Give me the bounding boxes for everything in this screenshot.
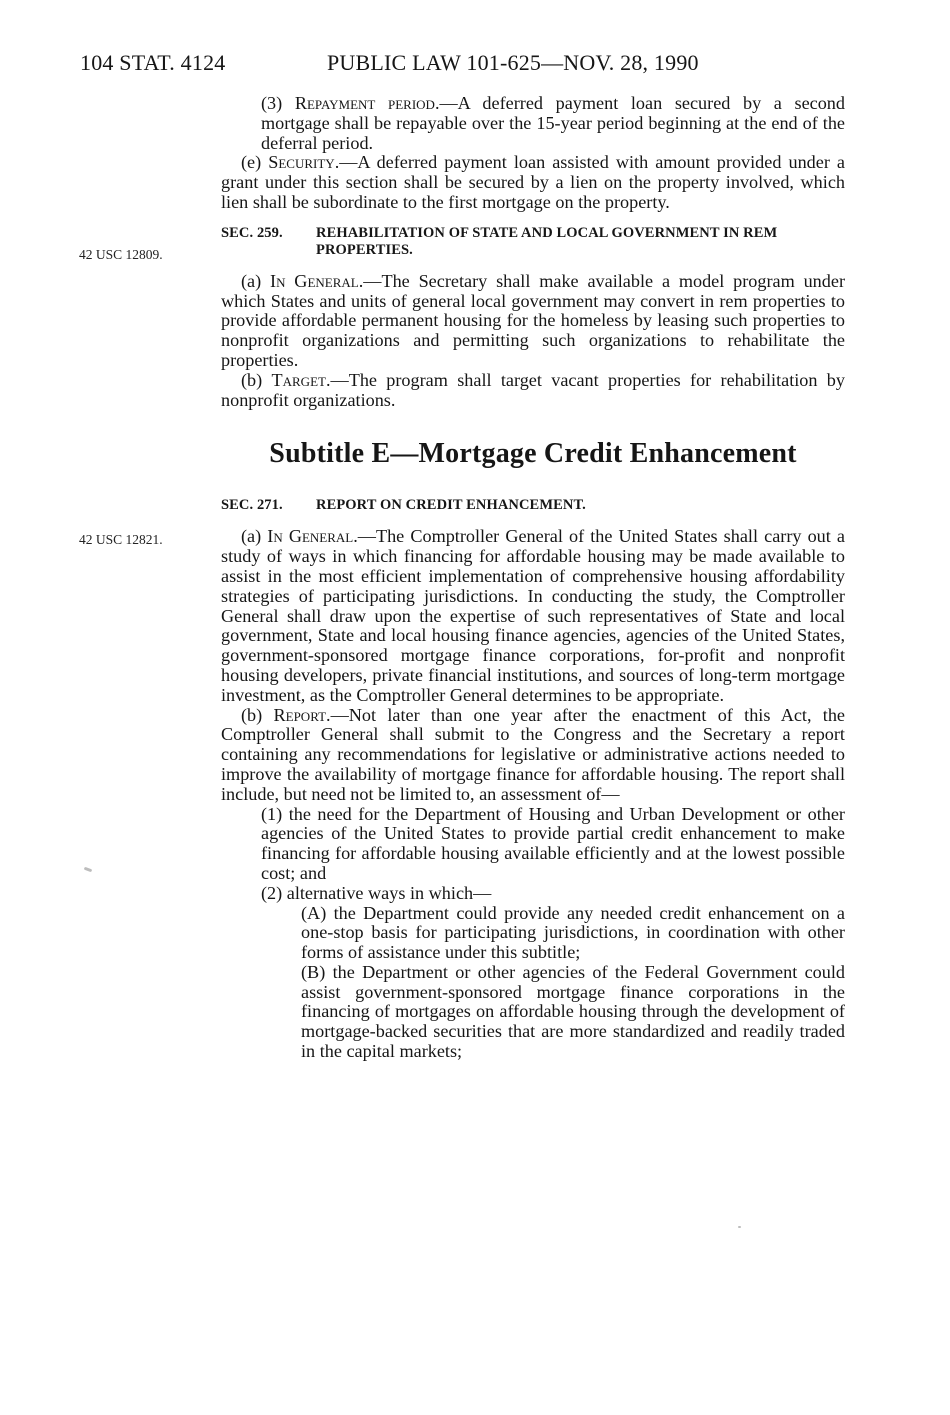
section-heading-271 — [221, 497, 845, 514]
stat-reference: 104 STAT. 4124 — [80, 50, 226, 75]
running-header — [80, 50, 760, 80]
paragraph-heading: Repayment period — [294, 93, 435, 113]
law-title: PUBLIC LAW 101-625—NOV. 28, 1990 — [327, 50, 699, 75]
list-item-2: (2) alternative ways in which— — [261, 882, 492, 903]
paragraph-heading: Security — [268, 152, 335, 173]
list-item-1: (1) the need for the Department of Housing and Urban Development or other agencies of the United States to provide partial credit enhancement to make financing for affordable housing available efficiently and at the lowest possible cost; and — [261, 803, 845, 883]
paragraph-heading: Report — [273, 704, 327, 725]
paragraph-259-a: (a) In General.—The Secretary shall make available a model program under which States and units of general local government may convert in rem properties to provide affordable permanent housing for the homeless by leasing such properties to nonprofit organizations and permitting such organizations to rehabilitate the properties. — [221, 270, 845, 370]
section-title: REHABILITATION OF STATE AND LOCAL GOVERNMENT IN REM PROPERTIES. — [316, 224, 778, 258]
section-number: SEC. 271. — [221, 497, 283, 514]
list-item-2-a: (A) the Department could provide any needed credit enhancement on a one-stop basis for participating jurisdictions, in coordination with other forms of assistance under this subtitle; — [301, 902, 845, 963]
paragraph-heading: Target — [271, 369, 326, 390]
scan-speck — [84, 867, 93, 873]
section-number: SEC. 259. — [221, 224, 283, 241]
margin-note-usc-12821: 42 USC 12821. — [79, 532, 163, 547]
body-text — [221, 94, 845, 1062]
paragraph-259-b: (b) Target.—The program shall target vacant properties for rehabilitation by nonprofit organizations. — [221, 369, 845, 410]
subtitle-heading: Subtitle E—Mortgage Credit Enhancement — [269, 438, 797, 470]
paragraph-repayment-period: (3) Repayment period.—A deferred payment loan secured by a second mortgage shall be repayable over the 15-year period beginning at the end of the deferral period. — [261, 93, 845, 153]
section-title: REPORT ON CREDIT ENHANCEMENT. — [316, 497, 586, 514]
paragraph-security: (e) Security.—A deferred payment loan assisted with amount provided under a grant under this section shall be secured by a lien on the property involved, which lien shall be subordinate to the first mortgage on the property. — [221, 152, 846, 212]
margin-note-usc-12809: 42 USC 12809. — [79, 247, 163, 262]
paragraph-heading: In General — [267, 526, 354, 547]
scan-speck — [738, 1226, 741, 1228]
section-heading-259 — [221, 225, 845, 259]
paragraph-271-a: (a) In General.—The Comptroller General of the United States shall carry out a study of ways in which financing for affordable housing may be made available to assist in the most efficient implementation of comprehensive housing affordability strategies of participating jurisdictions. In conducting the study, the Comptroller General shall draw upon the expertise of such representatives of State and local government, State and local housing finance agencies, agencies of the United States, government-sponsored mortgage finance corporations, for-profit and nonprofit housing developers, private financial institutions, and sources of long-term mortgage investment, as the Comptroller General determines to be appropriate. — [221, 526, 845, 705]
paragraph-heading: In General — [270, 270, 359, 291]
paragraph-271-b: (b) Report.—Not later than one year after the enactment of this Act, the Comptroller General shall submit to the Congress and the Secretary a report containing any recommendations for legislative or administrative actions needed to improve the availability of mortgage finance for affordable housing. The report shall include, but need not be limited to, an assessment of— — [221, 704, 845, 804]
list-item-2-b: (B) the Department or other agencies of the Federal Government could assist government-sponsored mortgage finance corporations in the financing of mortgages on affordable housing through the development of mortgage-backed securities that are more standardized and readily traded in the capital markets; — [301, 961, 845, 1062]
